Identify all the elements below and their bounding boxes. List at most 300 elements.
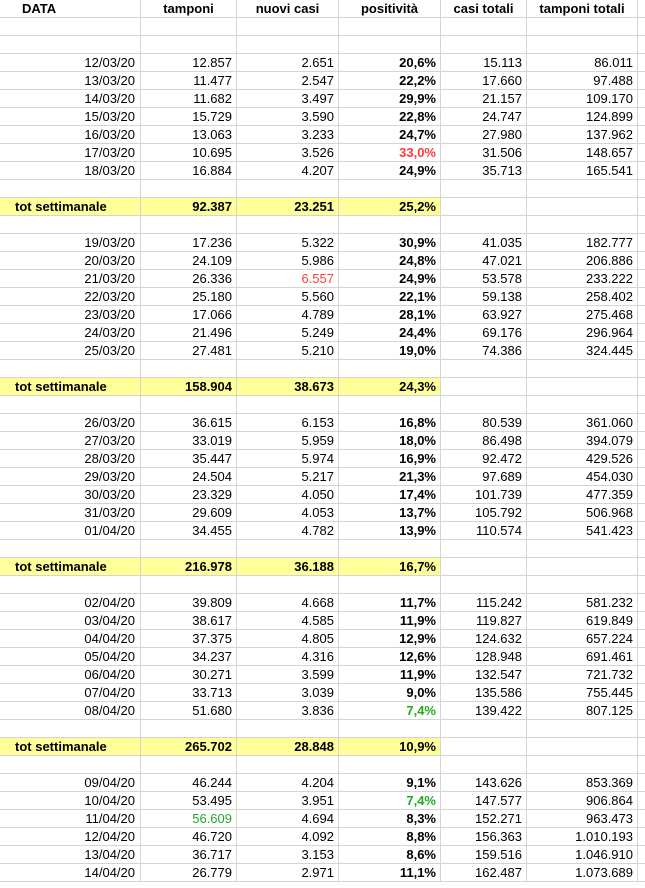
tamponi-cell[interactable]: 17.236 — [141, 234, 237, 251]
header-positivita[interactable]: positività — [339, 0, 441, 17]
casi-totali-cell[interactable]: 110.574 — [441, 522, 527, 539]
tamponi-cell[interactable]: 37.375 — [141, 630, 237, 647]
tamponi-cell[interactable]: 56.609 — [141, 810, 237, 827]
empty-cell[interactable] — [441, 180, 527, 197]
total-label-cell[interactable]: tot settimanale — [0, 558, 141, 575]
empty-cell[interactable] — [141, 756, 237, 773]
nuovi-casi-cell[interactable]: 5.560 — [237, 288, 339, 305]
nuovi-casi-cell[interactable]: 4.789 — [237, 306, 339, 323]
positivita-cell[interactable]: 11,1% — [339, 864, 441, 881]
date-cell[interactable]: 15/03/20 — [0, 108, 141, 125]
tamponi-totali-cell[interactable]: 454.030 — [527, 468, 638, 485]
empty-cell[interactable] — [527, 576, 638, 593]
tamponi-totali-cell[interactable]: 657.224 — [527, 630, 638, 647]
casi-totali-cell[interactable]: 15.113 — [441, 54, 527, 71]
positivita-cell[interactable]: 24,8% — [339, 252, 441, 269]
date-cell[interactable]: 05/04/20 — [0, 648, 141, 665]
empty-cell[interactable] — [237, 576, 339, 593]
empty-cell[interactable] — [141, 360, 237, 377]
date-cell[interactable]: 03/04/20 — [0, 612, 141, 629]
tamponi-totali-cell[interactable]: 206.886 — [527, 252, 638, 269]
tamponi-cell[interactable]: 33.713 — [141, 684, 237, 701]
nuovi-casi-cell[interactable]: 5.217 — [237, 468, 339, 485]
casi-totali-cell[interactable]: 143.626 — [441, 774, 527, 791]
positivita-cell[interactable]: 8,8% — [339, 828, 441, 845]
tamponi-totali-cell[interactable]: 691.461 — [527, 648, 638, 665]
tamponi-cell[interactable]: 33.019 — [141, 432, 237, 449]
empty-cell[interactable] — [0, 180, 141, 197]
date-cell[interactable]: 23/03/20 — [0, 306, 141, 323]
date-cell[interactable]: 22/03/20 — [0, 288, 141, 305]
casi-totali-cell[interactable]: 35.713 — [441, 162, 527, 179]
positivita-cell[interactable]: 8,6% — [339, 846, 441, 863]
positivita-cell[interactable]: 7,4% — [339, 702, 441, 719]
nuovi-casi-cell[interactable]: 3.153 — [237, 846, 339, 863]
casi-totali-cell[interactable]: 139.422 — [441, 702, 527, 719]
tamponi-cell[interactable]: 21.496 — [141, 324, 237, 341]
tamponi-totali-cell[interactable]: 148.657 — [527, 144, 638, 161]
nuovi-casi-cell[interactable]: 2.971 — [237, 864, 339, 881]
empty-cell[interactable] — [339, 18, 441, 35]
nuovi-casi-cell[interactable]: 3.599 — [237, 666, 339, 683]
empty-cell[interactable] — [141, 18, 237, 35]
total-positivita-cell[interactable]: 10,9% — [339, 738, 441, 755]
empty-cell[interactable] — [141, 180, 237, 197]
date-cell[interactable]: 14/04/20 — [0, 864, 141, 881]
empty-cell[interactable] — [237, 18, 339, 35]
tamponi-totali-cell[interactable]: 324.445 — [527, 342, 638, 359]
date-cell[interactable]: 18/03/20 — [0, 162, 141, 179]
tamponi-totali-cell[interactable]: 258.402 — [527, 288, 638, 305]
tamponi-totali-cell[interactable]: 477.359 — [527, 486, 638, 503]
empty-cell[interactable] — [237, 720, 339, 737]
tamponi-cell[interactable]: 26.779 — [141, 864, 237, 881]
nuovi-casi-cell[interactable]: 4.050 — [237, 486, 339, 503]
empty-cell[interactable] — [237, 216, 339, 233]
tamponi-totali-cell[interactable]: 137.962 — [527, 126, 638, 143]
empty-cell[interactable] — [237, 360, 339, 377]
casi-totali-cell[interactable]: 59.138 — [441, 288, 527, 305]
positivita-cell[interactable]: 16,8% — [339, 414, 441, 431]
empty-cell[interactable] — [339, 396, 441, 413]
nuovi-casi-cell[interactable]: 3.233 — [237, 126, 339, 143]
tamponi-cell[interactable]: 30.271 — [141, 666, 237, 683]
date-cell[interactable]: 13/04/20 — [0, 846, 141, 863]
tamponi-cell[interactable]: 24.504 — [141, 468, 237, 485]
nuovi-casi-cell[interactable]: 4.053 — [237, 504, 339, 521]
nuovi-casi-cell[interactable]: 4.694 — [237, 810, 339, 827]
date-cell[interactable]: 17/03/20 — [0, 144, 141, 161]
empty-cell[interactable] — [0, 540, 141, 557]
tamponi-cell[interactable]: 39.809 — [141, 594, 237, 611]
nuovi-casi-cell[interactable]: 4.782 — [237, 522, 339, 539]
tamponi-totali-cell[interactable]: 807.125 — [527, 702, 638, 719]
nuovi-casi-cell[interactable]: 5.322 — [237, 234, 339, 251]
tamponi-totali-cell[interactable]: 619.849 — [527, 612, 638, 629]
positivita-cell[interactable]: 13,9% — [339, 522, 441, 539]
casi-totali-cell[interactable]: 24.747 — [441, 108, 527, 125]
date-cell[interactable]: 27/03/20 — [0, 432, 141, 449]
tamponi-totali-cell[interactable]: 581.232 — [527, 594, 638, 611]
empty-cell[interactable] — [237, 180, 339, 197]
total-nuovi-casi-cell[interactable]: 28.848 — [237, 738, 339, 755]
date-cell[interactable]: 16/03/20 — [0, 126, 141, 143]
date-cell[interactable]: 13/03/20 — [0, 72, 141, 89]
nuovi-casi-cell[interactable]: 5.986 — [237, 252, 339, 269]
tamponi-totali-cell[interactable]: 233.222 — [527, 270, 638, 287]
tamponi-totali-cell[interactable]: 296.964 — [527, 324, 638, 341]
tamponi-cell[interactable]: 15.729 — [141, 108, 237, 125]
date-cell[interactable]: 12/03/20 — [0, 54, 141, 71]
nuovi-casi-cell[interactable]: 2.651 — [237, 54, 339, 71]
empty-cell[interactable] — [339, 180, 441, 197]
positivita-cell[interactable]: 30,9% — [339, 234, 441, 251]
tamponi-cell[interactable]: 36.717 — [141, 846, 237, 863]
tamponi-totali-cell[interactable]: 506.968 — [527, 504, 638, 521]
empty-cell[interactable] — [237, 36, 339, 53]
table-row — [0, 324, 645, 342]
nuovi-casi-cell[interactable]: 4.805 — [237, 630, 339, 647]
tamponi-cell[interactable]: 34.237 — [141, 648, 237, 665]
empty-cell[interactable] — [527, 18, 638, 35]
casi-totali-cell[interactable]: 105.792 — [441, 504, 527, 521]
tamponi-totali-cell[interactable]: 109.170 — [527, 90, 638, 107]
empty-cell[interactable] — [527, 36, 638, 53]
casi-totali-cell[interactable]: 159.516 — [441, 846, 527, 863]
empty-cell[interactable] — [527, 396, 638, 413]
empty-cell[interactable] — [339, 756, 441, 773]
casi-totali-cell[interactable]: 41.035 — [441, 234, 527, 251]
tamponi-cell[interactable]: 11.477 — [141, 72, 237, 89]
empty-cell[interactable] — [527, 756, 638, 773]
empty-cell[interactable] — [141, 396, 237, 413]
tamponi-totali-cell[interactable]: 97.488 — [527, 72, 638, 89]
tamponi-cell[interactable]: 46.244 — [141, 774, 237, 791]
empty-cell[interactable] — [527, 216, 638, 233]
casi-totali-cell[interactable]: 47.021 — [441, 252, 527, 269]
table-row — [0, 810, 645, 828]
empty-cell[interactable] — [441, 18, 527, 35]
nuovi-casi-cell[interactable]: 5.249 — [237, 324, 339, 341]
date-cell[interactable]: 26/03/20 — [0, 414, 141, 431]
tamponi-cell[interactable]: 12.857 — [141, 54, 237, 71]
positivita-cell[interactable]: 12,6% — [339, 648, 441, 665]
tamponi-totali-cell[interactable]: 755.445 — [527, 684, 638, 701]
nuovi-casi-cell[interactable]: 4.092 — [237, 828, 339, 845]
total-positivita-cell[interactable]: 24,3% — [339, 378, 441, 395]
tamponi-totali-cell[interactable]: 906.864 — [527, 792, 638, 809]
nuovi-casi-cell[interactable]: 3.497 — [237, 90, 339, 107]
casi-totali-cell[interactable]: 135.586 — [441, 684, 527, 701]
positivita-cell[interactable]: 33,0% — [339, 144, 441, 161]
date-cell[interactable]: 01/04/20 — [0, 522, 141, 539]
empty-cell[interactable] — [0, 360, 141, 377]
nuovi-casi-cell[interactable]: 4.204 — [237, 774, 339, 791]
empty-cell[interactable] — [0, 18, 141, 35]
positivita-cell[interactable]: 24,9% — [339, 162, 441, 179]
nuovi-casi-cell[interactable]: 3.526 — [237, 144, 339, 161]
tamponi-cell[interactable]: 53.495 — [141, 792, 237, 809]
empty-cell[interactable] — [441, 540, 527, 557]
positivita-cell[interactable]: 11,9% — [339, 666, 441, 683]
date-cell[interactable]: 31/03/20 — [0, 504, 141, 521]
positivita-cell[interactable]: 24,4% — [339, 324, 441, 341]
empty-cell[interactable] — [141, 720, 237, 737]
empty-cell[interactable] — [441, 360, 527, 377]
tamponi-totali-cell[interactable]: 361.060 — [527, 414, 638, 431]
casi-totali-cell[interactable]: 115.242 — [441, 594, 527, 611]
positivita-cell[interactable]: 22,8% — [339, 108, 441, 125]
tamponi-cell[interactable]: 34.455 — [141, 522, 237, 539]
empty-cell[interactable] — [527, 540, 638, 557]
empty-cell[interactable] — [339, 216, 441, 233]
empty-cell[interactable] — [141, 576, 237, 593]
positivita-cell[interactable]: 13,7% — [339, 504, 441, 521]
empty-cell[interactable] — [441, 558, 527, 575]
date-cell[interactable]: 30/03/20 — [0, 486, 141, 503]
tamponi-cell[interactable]: 24.109 — [141, 252, 237, 269]
total-nuovi-casi-cell[interactable]: 23.251 — [237, 198, 339, 215]
empty-cell[interactable] — [0, 576, 141, 593]
tamponi-totali-cell[interactable]: 1.046.910 — [527, 846, 638, 863]
nuovi-casi-cell[interactable]: 4.668 — [237, 594, 339, 611]
empty-cell[interactable] — [527, 180, 638, 197]
tamponi-totali-cell[interactable]: 541.423 — [527, 522, 638, 539]
nuovi-casi-cell[interactable]: 4.207 — [237, 162, 339, 179]
date-cell[interactable]: 19/03/20 — [0, 234, 141, 251]
casi-totali-cell[interactable]: 31.506 — [441, 144, 527, 161]
casi-totali-cell[interactable]: 124.632 — [441, 630, 527, 647]
casi-totali-cell[interactable]: 69.176 — [441, 324, 527, 341]
positivita-cell[interactable]: 17,4% — [339, 486, 441, 503]
tamponi-totali-cell[interactable]: 429.526 — [527, 450, 638, 467]
positivita-cell[interactable]: 18,0% — [339, 432, 441, 449]
tamponi-cell[interactable]: 38.617 — [141, 612, 237, 629]
casi-totali-cell[interactable]: 147.577 — [441, 792, 527, 809]
empty-cell[interactable] — [441, 198, 527, 215]
empty-cell[interactable] — [339, 360, 441, 377]
empty-cell[interactable] — [441, 36, 527, 53]
casi-totali-cell[interactable]: 101.739 — [441, 486, 527, 503]
date-cell[interactable]: 20/03/20 — [0, 252, 141, 269]
date-cell[interactable]: 06/04/20 — [0, 666, 141, 683]
casi-totali-cell[interactable]: 97.689 — [441, 468, 527, 485]
positivita-cell[interactable]: 21,3% — [339, 468, 441, 485]
nuovi-casi-cell[interactable]: 4.585 — [237, 612, 339, 629]
tamponi-cell[interactable]: 13.063 — [141, 126, 237, 143]
empty-cell[interactable] — [441, 738, 527, 755]
date-cell[interactable]: 25/03/20 — [0, 342, 141, 359]
tamponi-cell[interactable]: 36.615 — [141, 414, 237, 431]
casi-totali-cell[interactable]: 156.363 — [441, 828, 527, 845]
table-row — [0, 432, 645, 450]
tamponi-cell[interactable]: 51.680 — [141, 702, 237, 719]
casi-totali-cell[interactable]: 132.547 — [441, 666, 527, 683]
tamponi-cell[interactable]: 46.720 — [141, 828, 237, 845]
tamponi-cell[interactable]: 10.695 — [141, 144, 237, 161]
positivita-cell[interactable]: 20,6% — [339, 54, 441, 71]
nuovi-casi-cell[interactable]: 3.836 — [237, 702, 339, 719]
empty-cell[interactable] — [0, 36, 141, 53]
tamponi-totali-cell[interactable]: 124.899 — [527, 108, 638, 125]
empty-cell[interactable] — [339, 36, 441, 53]
positivita-cell[interactable]: 11,9% — [339, 612, 441, 629]
casi-totali-cell[interactable]: 21.157 — [441, 90, 527, 107]
tamponi-cell[interactable]: 27.481 — [141, 342, 237, 359]
tamponi-cell[interactable]: 16.884 — [141, 162, 237, 179]
header-nuovi-casi[interactable]: nuovi casi — [237, 0, 339, 17]
positivita-cell[interactable]: 19,0% — [339, 342, 441, 359]
casi-totali-cell[interactable]: 119.827 — [441, 612, 527, 629]
tamponi-cell[interactable]: 29.609 — [141, 504, 237, 521]
total-nuovi-casi-cell[interactable]: 38.673 — [237, 378, 339, 395]
nuovi-casi-cell[interactable]: 6.557 — [237, 270, 339, 287]
empty-cell[interactable] — [527, 378, 638, 395]
nuovi-casi-cell[interactable]: 3.951 — [237, 792, 339, 809]
header-casi-totali[interactable]: casi totali — [441, 0, 527, 17]
total-nuovi-casi-cell[interactable]: 36.188 — [237, 558, 339, 575]
positivita-cell[interactable]: 28,1% — [339, 306, 441, 323]
nuovi-casi-cell[interactable]: 5.210 — [237, 342, 339, 359]
total-label-cell[interactable]: tot settimanale — [0, 378, 141, 395]
nuovi-casi-cell[interactable]: 5.974 — [237, 450, 339, 467]
tamponi-cell[interactable]: 35.447 — [141, 450, 237, 467]
header-tamponi-totali[interactable]: tamponi totali — [527, 0, 638, 17]
empty-cell[interactable] — [527, 738, 638, 755]
positivita-cell[interactable]: 11,7% — [339, 594, 441, 611]
empty-cell[interactable] — [441, 576, 527, 593]
empty-cell[interactable] — [141, 216, 237, 233]
table-row — [0, 252, 645, 270]
date-cell[interactable]: 11/04/20 — [0, 810, 141, 827]
empty-cell[interactable] — [0, 396, 141, 413]
casi-totali-cell[interactable]: 86.498 — [441, 432, 527, 449]
total-tamponi-cell[interactable]: 216.978 — [141, 558, 237, 575]
date-cell[interactable]: 14/03/20 — [0, 90, 141, 107]
positivita-cell[interactable]: 12,9% — [339, 630, 441, 647]
date-cell[interactable]: 12/04/20 — [0, 828, 141, 845]
empty-cell[interactable] — [441, 216, 527, 233]
tamponi-cell[interactable]: 25.180 — [141, 288, 237, 305]
total-tamponi-cell[interactable]: 158.904 — [141, 378, 237, 395]
total-tamponi-cell[interactable]: 265.702 — [141, 738, 237, 755]
nuovi-casi-cell[interactable]: 2.547 — [237, 72, 339, 89]
positivita-cell[interactable]: 7,4% — [339, 792, 441, 809]
nuovi-casi-cell[interactable]: 6.153 — [237, 414, 339, 431]
casi-totali-cell[interactable]: 152.271 — [441, 810, 527, 827]
header-tamponi[interactable]: tamponi — [141, 0, 237, 17]
positivita-cell[interactable]: 22,1% — [339, 288, 441, 305]
tamponi-totali-cell[interactable]: 275.468 — [527, 306, 638, 323]
casi-totali-cell[interactable]: 74.386 — [441, 342, 527, 359]
date-cell[interactable]: 21/03/20 — [0, 270, 141, 287]
date-cell[interactable]: 02/04/20 — [0, 594, 141, 611]
casi-totali-cell[interactable]: 80.539 — [441, 414, 527, 431]
date-cell[interactable]: 28/03/20 — [0, 450, 141, 467]
tamponi-totali-cell[interactable]: 394.079 — [527, 432, 638, 449]
empty-cell[interactable] — [237, 396, 339, 413]
date-cell[interactable]: 04/04/20 — [0, 630, 141, 647]
total-label-cell[interactable]: tot settimanale — [0, 198, 141, 215]
blank-row — [0, 540, 645, 558]
empty-cell[interactable] — [527, 720, 638, 737]
date-cell[interactable]: 07/04/20 — [0, 684, 141, 701]
table-row — [0, 342, 645, 360]
tamponi-totali-cell[interactable]: 165.541 — [527, 162, 638, 179]
casi-totali-cell[interactable]: 17.660 — [441, 72, 527, 89]
casi-totali-cell[interactable]: 27.980 — [441, 126, 527, 143]
casi-totali-cell[interactable]: 63.927 — [441, 306, 527, 323]
positivita-cell[interactable]: 24,7% — [339, 126, 441, 143]
date-cell[interactable]: 29/03/20 — [0, 468, 141, 485]
empty-cell[interactable] — [339, 720, 441, 737]
empty-cell[interactable] — [339, 540, 441, 557]
tamponi-totali-cell[interactable]: 963.473 — [527, 810, 638, 827]
empty-cell[interactable] — [237, 540, 339, 557]
date-cell[interactable]: 24/03/20 — [0, 324, 141, 341]
tamponi-totali-cell[interactable]: 182.777 — [527, 234, 638, 251]
nuovi-casi-cell[interactable]: 5.959 — [237, 432, 339, 449]
positivita-cell[interactable]: 24,9% — [339, 270, 441, 287]
tamponi-cell[interactable]: 17.066 — [141, 306, 237, 323]
positivita-cell[interactable]: 29,9% — [339, 90, 441, 107]
total-positivita-cell[interactable]: 16,7% — [339, 558, 441, 575]
nuovi-casi-cell[interactable]: 3.590 — [237, 108, 339, 125]
empty-cell[interactable] — [141, 36, 237, 53]
empty-cell[interactable] — [441, 720, 527, 737]
positivita-cell[interactable]: 16,9% — [339, 450, 441, 467]
tamponi-totali-cell[interactable]: 721.732 — [527, 666, 638, 683]
empty-cell[interactable] — [441, 756, 527, 773]
empty-cell[interactable] — [0, 720, 141, 737]
total-tamponi-cell[interactable]: 92.387 — [141, 198, 237, 215]
positivita-cell[interactable]: 8,3% — [339, 810, 441, 827]
date-cell[interactable]: 08/04/20 — [0, 702, 141, 719]
empty-cell[interactable] — [339, 576, 441, 593]
empty-cell[interactable] — [441, 396, 527, 413]
date-cell[interactable]: 09/04/20 — [0, 774, 141, 791]
tamponi-totali-cell[interactable]: 853.369 — [527, 774, 638, 791]
casi-totali-cell[interactable]: 128.948 — [441, 648, 527, 665]
empty-cell[interactable] — [527, 558, 638, 575]
empty-cell[interactable] — [527, 360, 638, 377]
tamponi-totali-cell[interactable]: 86.011 — [527, 54, 638, 71]
empty-cell[interactable] — [0, 756, 141, 773]
date-cell[interactable]: 10/04/20 — [0, 792, 141, 809]
total-positivita-cell[interactable]: 25,2% — [339, 198, 441, 215]
casi-totali-cell[interactable]: 53.578 — [441, 270, 527, 287]
tamponi-totali-cell[interactable]: 1.073.689 — [527, 864, 638, 881]
tamponi-cell[interactable]: 26.336 — [141, 270, 237, 287]
empty-cell[interactable] — [527, 198, 638, 215]
positivita-cell[interactable]: 9,1% — [339, 774, 441, 791]
nuovi-casi-cell[interactable]: 4.316 — [237, 648, 339, 665]
empty-cell[interactable] — [441, 378, 527, 395]
casi-totali-cell[interactable]: 162.487 — [441, 864, 527, 881]
empty-cell[interactable] — [237, 756, 339, 773]
header-data[interactable]: DATA — [0, 0, 141, 17]
positivita-cell[interactable]: 9,0% — [339, 684, 441, 701]
total-label-cell[interactable]: tot settimanale — [0, 738, 141, 755]
nuovi-casi-cell[interactable]: 3.039 — [237, 684, 339, 701]
casi-totali-cell[interactable]: 92.472 — [441, 450, 527, 467]
empty-cell[interactable] — [141, 540, 237, 557]
empty-cell[interactable] — [0, 216, 141, 233]
positivita-cell[interactable]: 22,2% — [339, 72, 441, 89]
tamponi-totali-cell[interactable]: 1.010.193 — [527, 828, 638, 845]
tamponi-cell[interactable]: 11.682 — [141, 90, 237, 107]
tamponi-cell[interactable]: 23.329 — [141, 486, 237, 503]
